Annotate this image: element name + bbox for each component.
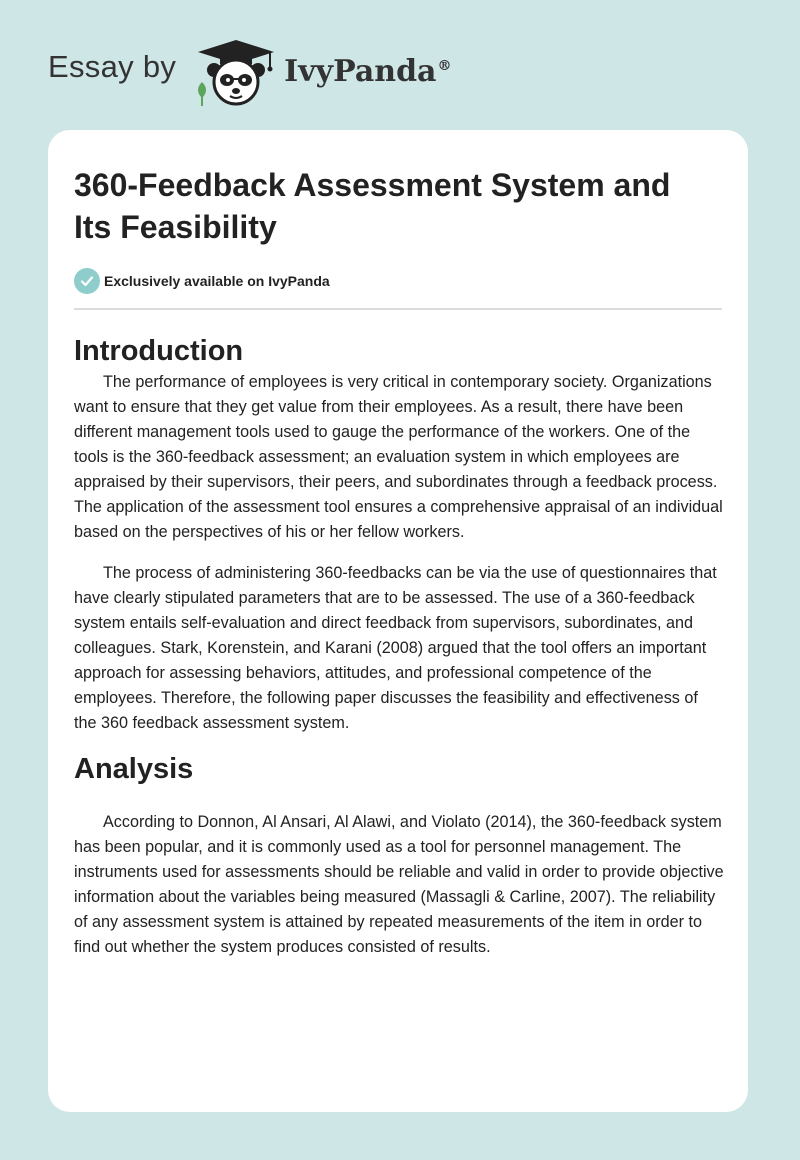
badge-text: Exclusively available on IvyPanda — [104, 273, 330, 289]
section-heading-introduction: Introduction — [74, 335, 244, 367]
divider — [74, 308, 722, 310]
section-heading-analysis: Analysis — [74, 753, 194, 785]
check-icon — [74, 268, 100, 294]
paragraph: The process of administering 360-feedbacks can be via the use of questionnaires that have clearly stipulated parameters that are to be assessed. The use of a 360-feedback system entails self-evaluation and direct feedback from supervisors, subordinates, and colleagues. Stark, Korenstein, and Karani (2008) argued that the tool offers an important approach for assessing behaviors, attitudes, and professional competence of the employees. Therefore, the following paper discusses the feasibility and effectiveness of the 360 feedback assessment system. — [74, 564, 717, 732]
essay-card — [48, 130, 748, 1112]
site-header — [48, 36, 452, 108]
page-title: 360-Feedback Assessment System and Its Feasibility — [74, 167, 671, 245]
exclusive-badge — [74, 268, 722, 294]
brand-name[interactable]: IvyPanda® — [284, 53, 452, 89]
brand-prefix: Essay by — [48, 49, 177, 84]
panda-graduate-icon[interactable] — [190, 36, 282, 108]
paragraph: According to Donnon, Al Ansari, Al Alawi, and Violato (2014), the 360-feedback system has been popular, and it is commonly used as a tool for personnel management. The instruments used for assessments should be reliable and valid in order to provide objective information about the variables being measured (Massagli & Carline, 2007). The reliability of any assessment system is attained by repeated measurements of the item in order to find out whether the system produces consisted of results. — [74, 813, 724, 956]
paragraph: The performance of employees is very critical in contemporary society. Organizations want to ensure that they get value from their employees. As a result, there have been different management tools used to gauge the performance of the workers. One of the tools is the 360-feedback assessment; an evaluation system in which employees are appraised by their supervisors, their peers, and subordinates through a feedback process. The application of the assessment tool ensures a comprehensive appraisal of an individual based on the perspectives of his or her fellow workers. — [74, 373, 723, 541]
